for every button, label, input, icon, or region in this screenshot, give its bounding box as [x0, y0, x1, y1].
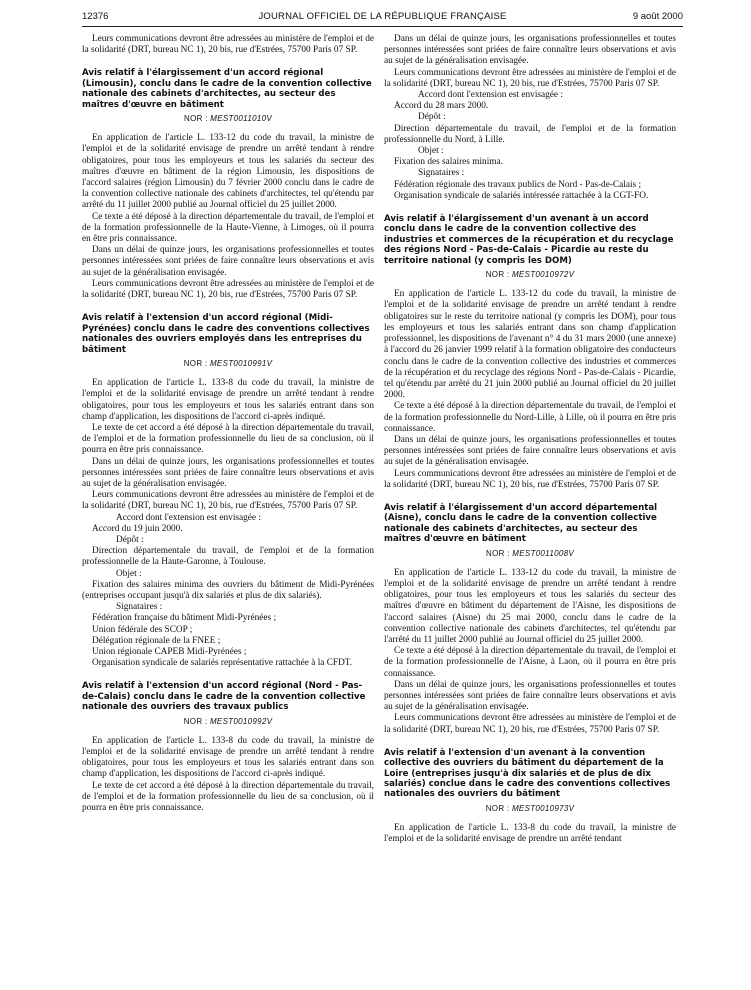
nor-reference: NOR : MEST0010973V [485, 803, 575, 813]
notice-title: Avis relatif à l'extension d'un avenant à la convention collective des ouvriers du bâtiment du département de la Loire (entreprises jusqu'à dix salariés et de plus de dix salariés) conclue dans le cadre des conventions collectives nationales des ouvriers du bâtiment [384, 747, 671, 800]
objet-label: Objet : [418, 146, 444, 157]
paragraph: Leurs communications devront être adressées au ministère de l'emploi et de la solidarité (DRT, bureau NC 1), 20 bis, rue d'Estrées, 75700 Paris 07 SP. [384, 468, 676, 490]
signatory: Délégation régionale de la FNEE ; [92, 635, 221, 646]
paragraph: Ce texte a été déposé à la direction départementale du travail, de l'emploi et de la formation professionnelle de la Haute-Vienne, à Limoges, où il pourra en être pris connaissance. [82, 211, 374, 245]
nor-reference: NOR : MEST0011010V [184, 114, 272, 124]
journal-title: JOURNAL OFFICIEL DE LA RÉPUBLIQUE FRANÇAISE [258, 11, 507, 22]
signatory: Fédération régionale des travaux publics de Nord - Pas-de-Calais ; [394, 179, 642, 190]
depot-label: Dépôt : [418, 112, 446, 123]
signataires-label: Signataires : [116, 602, 163, 613]
signatory: Fédération française du bâtiment Midi-Pyrénées ; [92, 613, 277, 624]
paragraph: Le texte de cet accord a été déposé à la direction départementale du travail, de l'emploi et de la formation professionnelle du lieu de sa conclusion, où il pourra en être pris connaissance. [82, 780, 374, 814]
page-number: 12376 [82, 11, 109, 22]
signatory: Organisation syndicale de salariés intéressée rattachée à la CGT-FO. [394, 190, 649, 201]
accord-label: Accord dont l'extension est envisagée : [418, 90, 563, 101]
paragraph: En application de l'article L. 133-12 du code du travail, la ministre de l'emploi et de la solidarité envisage de prendre un arrêté tendant à rendre obligatoires, pour tous les employeurs et tous les salariés du secteur des maîtres d'œuvre en bâtiment du département de l'Aisne, les dispositions de l'accord salaires (Aisne) du 25 mai 2000, conclu dans le cadre de la convention collective nationale des cabinets d'architectes, tel qu'étendu par l'arrêté du 11 juillet 2000 publié au Journal officiel du 25 juillet 2000. [384, 567, 676, 645]
nor-reference: NOR : MEST0010972V [485, 270, 575, 280]
signatory: Organisation syndicale de salariés représentative rattachée à la CFDT. [92, 658, 353, 669]
signatory: Union régionale CAPEB Midi-Pyrénées ; [92, 646, 247, 657]
paragraph: Leurs communications devront être adressées au ministère de l'emploi et de la solidarité (DRT, bureau NC 1), 20 bis, rue d'Estrées, 75700 Paris 07 SP. [384, 713, 676, 735]
paragraph: Le texte de cet accord a été déposé à la direction départementale du travail, de l'emploi et de la formation professionnelle du lieu de sa conclusion, où il pourra en être pris connaissance. [82, 422, 374, 456]
paragraph: Dans un délai de quinze jours, les organisations professionnelles et toutes personnes intéressées sont priées de faire connaître leurs observations et avis au sujet de la généralisation envisagée. [384, 679, 676, 713]
accord-date: Accord du 28 mars 2000. [394, 101, 489, 112]
signatory: Union fédérale des SCOP ; [92, 624, 193, 635]
page-header [82, 8, 683, 27]
nor-reference: NOR : MEST0010992V [183, 716, 273, 726]
paragraph: Leurs communications devront être adressées au ministère de l'emploi et de la solidarité (DRT, bureau NC 1), 20 bis, rue d'Estrées, 75700 Paris 07 SP. [82, 34, 374, 56]
objet-text: Fixation des salaires minima des ouvriers du bâtiment de Midi-Pyrénées (entreprises occupant jusqu'à dix salariés et plus de dix salariés). [82, 579, 374, 601]
objet-label: Objet : [116, 568, 142, 579]
paragraph: Leurs communications devront être adressées au ministère de l'emploi et de la solidarité (DRT, bureau NC 1), 20 bis, rue d'Estrées, 75700 Paris 07 SP. [82, 490, 374, 512]
objet-text: Fixation des salaires minima. [394, 157, 503, 168]
notice-title: Avis relatif à l'élargissement d'un accord régional (Limousin), conclu dans le cadre de la convention collective nationale des cabinets d'architectes, au secteur des maîtres d'œuvre en bâtiment [82, 68, 372, 110]
paragraph: Dans un délai de quinze jours, les organisations professionnelles et toutes personnes intéressées sont priées de faire connaître leurs observations et avis au sujet de la généralisation envisagée. [384, 434, 676, 468]
nor-reference: NOR : MEST0011008V [486, 548, 574, 558]
signataires-label: Signataires : [418, 168, 465, 179]
paragraph: Dans un délai de quinze jours, les organisations professionnelles et toutes personnes intéressées sont priées de faire connaître leurs observations et avis au sujet de la généralisation envisagée. [384, 34, 676, 67]
paragraph: Leurs communications devront être adressées au ministère de l'emploi et de la solidarité (DRT, bureau NC 1), 20 bis, rue d'Estrées, 75700 Paris 07 SP. [82, 278, 374, 301]
nor-reference: NOR : MEST0010991V [183, 358, 273, 368]
paragraph: En application de l'article L. 133-12 du code du travail, la ministre de l'emploi et de la solidarité envisage de prendre un arrêté tendant à rendre obligatoires sur le reste du territoire national (y compris les DOM), pour tous les employeurs et tous les salariés entrant dans son champ d'application professionnel, les dispositions de l'avenant n° 4 du 31 mars 2000 (une annexe) à l'accord du 26 janvier 1999 relatif à la formation obligatoire des conducteurs conclu dans le cadre de la convention collective des industries et commerces de la récupération et du recyclage des régions Nord - Pas-de-Calais - Picardie, tel qu'étendu par arrêté du 21 juin 2000 publié au Journal officiel du 20 juillet 2000. [384, 289, 676, 401]
paragraph: En application de l'article L. 133-8 du code du travail, la ministre de l'emploi et de la solidarité envisage de prendre un arrêté tendant à rendre obligatoires, pour tous les employeurs et tous les salariés entrant dans son champ d'application, les dispositions de l'accord ci-après indiqué. [82, 378, 374, 422]
accord-label: Accord dont l'extension est envisagée : [116, 512, 261, 523]
issue-date: 9 août 2000 [632, 11, 683, 22]
paragraph: Dans un délai de quinze jours, les organisations professionnelles et toutes personnes intéressées sont priées de faire connaître leurs observations et avis au sujet de la généralisation envisagée. [82, 245, 374, 278]
paragraph: Ce texte a été déposé à la direction départementale du travail, de l'emploi et de la formation professionnelle du Nord-Lille, à Lille, où il pourra en être pris connaissance. [384, 401, 676, 434]
paragraph: En application de l'article L. 133-8 du code du travail, la ministre de l'emploi et de la solidarité envisage de prendre un arrêté tendant à rendre obligatoires, pour tous les employeurs et tous les salariés entrant dans son champ d'application, les dispositions de l'accord ci-après indiqué. [82, 735, 374, 780]
paragraph: En application de l'article L. 133-12 du code du travail, la ministre de l'emploi et de la solidarité envisage de prendre un arrêté tendant à rendre obligatoires, pour tous les employeurs et tous les salariés du secteur des maîtres d'œuvre en bâtiment de la région Limousin, les dispositions de l'accord salaires (région Limousin) du 7 février 2000 conclu dans le cadre de la convention collective nationale des cabinets d'architectes, tel qu'étendu par arrêté du 11 juillet 2000 publié au Journal officiel du 25 juillet 2000. [82, 133, 374, 211]
paragraph: Leurs communications devront être adressées au ministère de l'emploi et de la solidarité (DRT, bureau NC 1), 20 bis, rue d'Estrées, 75700 Paris 07 SP. [384, 67, 676, 89]
paragraph: Dans un délai de quinze jours, les organisations professionnelles et toutes personnes intéressées sont priées de faire connaître leurs observations et avis au sujet de la généralisation envisagée. [82, 456, 374, 489]
left-column [82, 34, 374, 984]
notice-title: Avis relatif à l'extension d'un accord régional (Midi-Pyrénées) conclu dans le cadre des conventions collectives nationales des ouvriers employés dans les entreprises du bâtiment [82, 313, 370, 355]
accord-date: Accord du 19 juin 2000. [92, 523, 183, 534]
paragraph: En application de l'article L. 133-8 du code du travail, la ministre de l'emploi et de la solidarité envisage de prendre un arrêté tendant [384, 823, 676, 845]
depot-label: Dépôt : [116, 534, 144, 545]
notice-title: Avis relatif à l'élargissement d'un accord départemental (Aisne), conclu dans le cadre de la convention collective nationale des cabinets d'architectes, au secteur des maîtres d'œuvre en bâtiment [384, 502, 658, 545]
right-column [384, 34, 676, 984]
notice-title: Avis relatif à l'élargissement d'un avenant à un accord conclu dans le cadre de la convention collective des industries et commerces de la récupération et du recyclage des régions Nord - Pas-de-Calais - Picardie au reste du territoire national (y compris les DOM) [384, 214, 674, 266]
notice-title: Avis relatif à l'extension d'un accord régional (Nord - Pas-de-Calais) conclu dans le cadre de la convention collective nationale des ouvriers des travaux publics [82, 681, 366, 713]
paragraph: Ce texte a été déposé à la direction départementale du travail, de l'emploi et de la formation professionnelle de l'Aisne, à Laon, où il pourra en être pris connaissance. [384, 646, 676, 679]
depot-text: Direction départementale du travail, de l'emploi et de la formation professionnelle de la Haute-Garonne, à Toulouse. [82, 546, 374, 568]
depot-text: Direction départementale du travail, de l'emploi et de la formation professionnelle du Nord, à Lille. [384, 123, 676, 145]
